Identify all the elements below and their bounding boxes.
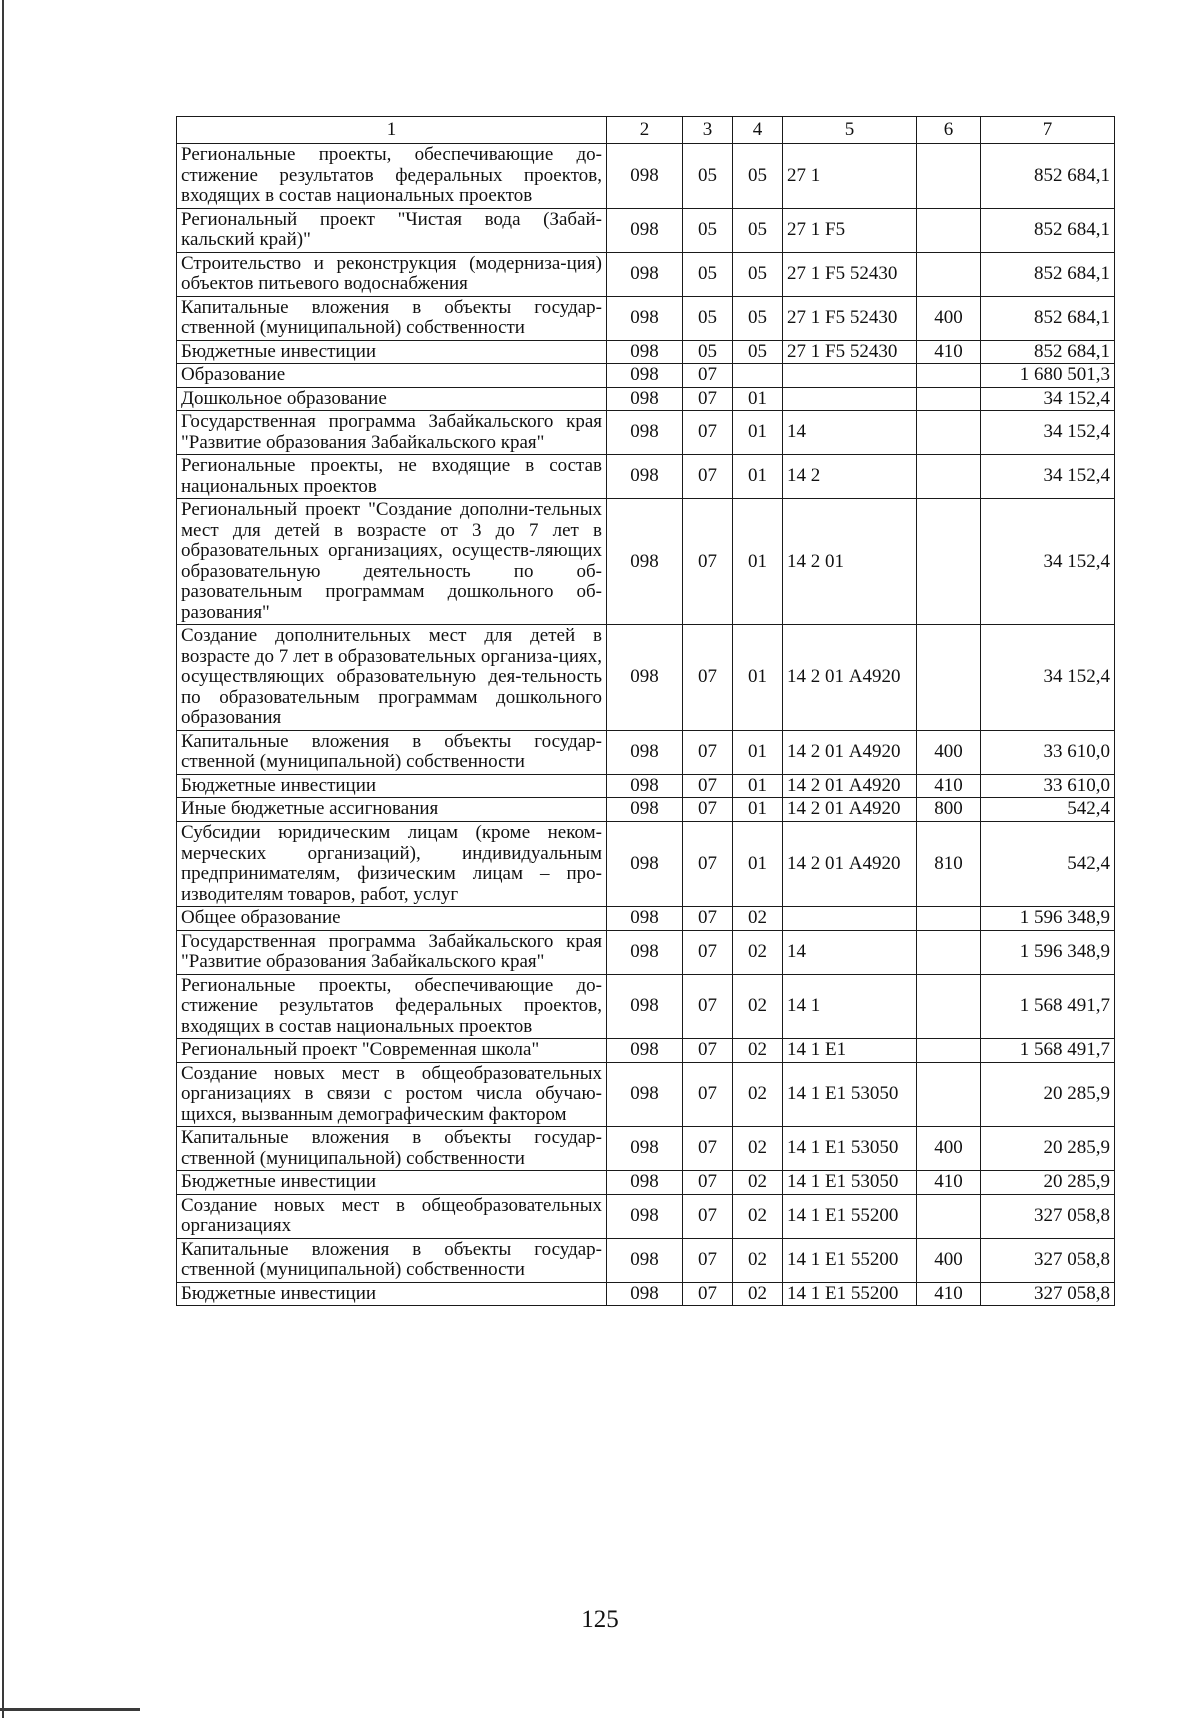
- table-row: [177, 1171, 1115, 1195]
- table-row: [177, 974, 1115, 1039]
- col3-cell: 07: [683, 930, 733, 974]
- col6-cell: [917, 930, 981, 974]
- header-cell: 1: [177, 117, 607, 144]
- table-row: [177, 821, 1115, 906]
- col2-cell: 098: [607, 252, 683, 296]
- col4-cell: 05: [733, 296, 783, 340]
- col6-cell: 400: [917, 1238, 981, 1282]
- col5-cell: 27 1 F5 52430: [783, 296, 917, 340]
- col3-cell: 07: [683, 364, 733, 388]
- col2-cell: 098: [607, 1194, 683, 1238]
- row-name-cell: Создание дополнительных мест для детей в возрасте до 7 лет в образовательных организа-циях, осуществляющих образовательную дея-тельность по образовательным программам дошкольного образования: [177, 625, 607, 731]
- col2-cell: 098: [607, 1238, 683, 1282]
- col3-cell: 07: [683, 499, 733, 625]
- row-name-cell: Региональные проекты, обеспечивающие до-стижение результатов федеральных проектов, входящих в состав национальных проектов: [177, 974, 607, 1039]
- col5-cell: [783, 364, 917, 388]
- col3-cell: 05: [683, 340, 733, 364]
- col2-cell: 098: [607, 1282, 683, 1306]
- row-name-cell: Бюджетные инвестиции: [177, 774, 607, 798]
- col4-cell: 02: [733, 1062, 783, 1127]
- col4-cell: [733, 364, 783, 388]
- table-row: [177, 774, 1115, 798]
- col5-cell: 14 2 01 А4920: [783, 798, 917, 822]
- col2-cell: 098: [607, 340, 683, 364]
- col7-amount-cell: 20 285,9: [981, 1062, 1115, 1127]
- col5-cell: 14: [783, 411, 917, 455]
- col2-cell: 098: [607, 208, 683, 252]
- col6-cell: [917, 387, 981, 411]
- col7-amount-cell: 20 285,9: [981, 1127, 1115, 1171]
- col4-cell: 01: [733, 499, 783, 625]
- col5-cell: 14 2 01 А4920: [783, 730, 917, 774]
- col3-cell: 07: [683, 1039, 733, 1063]
- col5-cell: 14 1 Е1 55200: [783, 1194, 917, 1238]
- col3-cell: 07: [683, 907, 733, 931]
- col2-cell: 098: [607, 821, 683, 906]
- row-name-cell: Капитальные вложения в объекты государ-ственной (муниципальной) собственности: [177, 1238, 607, 1282]
- col2-cell: 098: [607, 907, 683, 931]
- col7-amount-cell: 33 610,0: [981, 730, 1115, 774]
- col5-cell: 14 2 01: [783, 499, 917, 625]
- col2-cell: 098: [607, 1127, 683, 1171]
- col3-cell: 07: [683, 1171, 733, 1195]
- page-number: 125: [581, 1606, 619, 1633]
- row-name-cell: Региональные проекты, обеспечивающие до-стижение результатов федеральных проектов, входящих в состав национальных проектов: [177, 144, 607, 209]
- col4-cell: 02: [733, 1194, 783, 1238]
- col7-amount-cell: 852 684,1: [981, 296, 1115, 340]
- col7-amount-cell: 327 058,8: [981, 1194, 1115, 1238]
- col6-cell: 400: [917, 1127, 981, 1171]
- col5-cell: 14 1 Е1 53050: [783, 1127, 917, 1171]
- col2-cell: 098: [607, 798, 683, 822]
- col3-cell: 05: [683, 296, 733, 340]
- col2-cell: 098: [607, 455, 683, 499]
- col5-cell: [783, 387, 917, 411]
- table-row: [177, 625, 1115, 731]
- col5-cell: 14 1 Е1 55200: [783, 1282, 917, 1306]
- col4-cell: 01: [733, 387, 783, 411]
- col3-cell: 07: [683, 798, 733, 822]
- col4-cell: 05: [733, 340, 783, 364]
- col2-cell: 098: [607, 499, 683, 625]
- col7-amount-cell: 1 568 491,7: [981, 1039, 1115, 1063]
- col5-cell: 14 1 Е1: [783, 1039, 917, 1063]
- col6-cell: [917, 499, 981, 625]
- col4-cell: 05: [733, 252, 783, 296]
- col3-cell: 07: [683, 1238, 733, 1282]
- col7-amount-cell: 542,4: [981, 798, 1115, 822]
- col5-cell: 14 1 Е1 53050: [783, 1171, 917, 1195]
- col3-cell: 07: [683, 774, 733, 798]
- col6-cell: [917, 974, 981, 1039]
- row-name-cell: Строительство и реконструкция (модерниза-ция) объектов питьевого водоснабжения: [177, 252, 607, 296]
- row-name-cell: Бюджетные инвестиции: [177, 1171, 607, 1195]
- table-row: [177, 1238, 1115, 1282]
- table-row: [177, 387, 1115, 411]
- table-row: [177, 144, 1115, 209]
- col2-cell: 098: [607, 411, 683, 455]
- table-row: [177, 411, 1115, 455]
- col5-cell: 14 1 Е1 53050: [783, 1062, 917, 1127]
- col2-cell: 098: [607, 1039, 683, 1063]
- col6-cell: [917, 364, 981, 388]
- col2-cell: 098: [607, 1171, 683, 1195]
- col6-cell: 410: [917, 1171, 981, 1195]
- col3-cell: 07: [683, 1062, 733, 1127]
- col4-cell: 02: [733, 1127, 783, 1171]
- table-row: [177, 252, 1115, 296]
- col7-amount-cell: 34 152,4: [981, 625, 1115, 731]
- table-row: [177, 1039, 1115, 1063]
- col2-cell: 098: [607, 364, 683, 388]
- col4-cell: 02: [733, 1171, 783, 1195]
- col3-cell: 07: [683, 1194, 733, 1238]
- col7-amount-cell: 33 610,0: [981, 774, 1115, 798]
- header-cell: 2: [607, 117, 683, 144]
- col5-cell: 14 1: [783, 974, 917, 1039]
- col6-cell: 400: [917, 730, 981, 774]
- col6-cell: [917, 1194, 981, 1238]
- col3-cell: 07: [683, 455, 733, 499]
- table-row: [177, 296, 1115, 340]
- col4-cell: 05: [733, 144, 783, 209]
- col7-amount-cell: 542,4: [981, 821, 1115, 906]
- col4-cell: 02: [733, 907, 783, 931]
- col7-amount-cell: 327 058,8: [981, 1238, 1115, 1282]
- col7-amount-cell: 327 058,8: [981, 1282, 1115, 1306]
- table-row: [177, 1282, 1115, 1306]
- col6-cell: 410: [917, 774, 981, 798]
- table-row: [177, 455, 1115, 499]
- table-row: [177, 907, 1115, 931]
- col3-cell: 05: [683, 252, 733, 296]
- col4-cell: 01: [733, 730, 783, 774]
- col6-cell: 800: [917, 798, 981, 822]
- row-name-cell: Капитальные вложения в объекты государ-ственной (муниципальной) собственности: [177, 1127, 607, 1171]
- col3-cell: 05: [683, 144, 733, 209]
- table-row: [177, 1194, 1115, 1238]
- col6-cell: [917, 252, 981, 296]
- col5-cell: 27 1: [783, 144, 917, 209]
- col4-cell: 01: [733, 821, 783, 906]
- table-row: [177, 930, 1115, 974]
- col3-cell: 07: [683, 1282, 733, 1306]
- table-row: [177, 208, 1115, 252]
- col2-cell: 098: [607, 730, 683, 774]
- scan-bottom-edge: [0, 1708, 140, 1711]
- col7-amount-cell: 1 596 348,9: [981, 907, 1115, 931]
- scan-left-edge: [2, 0, 4, 1718]
- col7-amount-cell: 1 680 501,3: [981, 364, 1115, 388]
- col2-cell: 098: [607, 296, 683, 340]
- col2-cell: 098: [607, 930, 683, 974]
- col6-cell: [917, 144, 981, 209]
- col7-amount-cell: 852 684,1: [981, 144, 1115, 209]
- col3-cell: 07: [683, 1127, 733, 1171]
- col4-cell: 02: [733, 1039, 783, 1063]
- table-body: [177, 144, 1115, 1306]
- col7-amount-cell: 34 152,4: [981, 455, 1115, 499]
- col7-amount-cell: 34 152,4: [981, 411, 1115, 455]
- col6-cell: 400: [917, 296, 981, 340]
- header-row: [177, 117, 1115, 144]
- col6-cell: [917, 1039, 981, 1063]
- col2-cell: 098: [607, 1062, 683, 1127]
- col4-cell: 02: [733, 930, 783, 974]
- col3-cell: 07: [683, 625, 733, 731]
- row-name-cell: Региональный проект "Современная школа": [177, 1039, 607, 1063]
- header-cell: 6: [917, 117, 981, 144]
- header-cell: 4: [733, 117, 783, 144]
- col7-amount-cell: 852 684,1: [981, 340, 1115, 364]
- header-cell: 3: [683, 117, 733, 144]
- col6-cell: [917, 208, 981, 252]
- col7-amount-cell: 1 596 348,9: [981, 930, 1115, 974]
- col4-cell: 01: [733, 411, 783, 455]
- col4-cell: 01: [733, 798, 783, 822]
- col5-cell: [783, 907, 917, 931]
- col6-cell: 410: [917, 1282, 981, 1306]
- col6-cell: [917, 907, 981, 931]
- budget-table: [176, 116, 1115, 1306]
- col5-cell: 27 1 F5 52430: [783, 252, 917, 296]
- col5-cell: 14 2: [783, 455, 917, 499]
- col4-cell: 01: [733, 625, 783, 731]
- col5-cell: 14 2 01 А4920: [783, 821, 917, 906]
- col7-amount-cell: 852 684,1: [981, 252, 1115, 296]
- col6-cell: [917, 1062, 981, 1127]
- table-row: [177, 499, 1115, 625]
- col3-cell: 07: [683, 730, 733, 774]
- col4-cell: 01: [733, 774, 783, 798]
- col7-amount-cell: 1 568 491,7: [981, 974, 1115, 1039]
- row-name-cell: Иные бюджетные ассигнования: [177, 798, 607, 822]
- row-name-cell: Образование: [177, 364, 607, 388]
- row-name-cell: Региональный проект "Создание дополни-тельных мест для детей в возрасте от 3 до 7 лет в образовательных организациях, осуществ-ляющих образовательную деятельность по об-разовательным программам дошкольного об-разования": [177, 499, 607, 625]
- row-name-cell: Капитальные вложения в объекты государ-ственной (муниципальной) собственности: [177, 730, 607, 774]
- col2-cell: 098: [607, 625, 683, 731]
- col5-cell: 27 1 F5: [783, 208, 917, 252]
- col2-cell: 098: [607, 144, 683, 209]
- col7-amount-cell: 20 285,9: [981, 1171, 1115, 1195]
- col4-cell: 01: [733, 455, 783, 499]
- table-row: [177, 798, 1115, 822]
- col5-cell: 27 1 F5 52430: [783, 340, 917, 364]
- table-row: [177, 1127, 1115, 1171]
- col4-cell: 05: [733, 208, 783, 252]
- row-name-cell: Государственная программа Забайкальского края "Развитие образования Забайкальского края": [177, 411, 607, 455]
- table-row: [177, 1062, 1115, 1127]
- row-name-cell: Субсидии юридическим лицам (кроме неком-мерческих организаций), индивидуальным предпринимателям, физическим лицам – про-изводителям товаров, работ, услуг: [177, 821, 607, 906]
- col3-cell: 07: [683, 821, 733, 906]
- col3-cell: 07: [683, 974, 733, 1039]
- col7-amount-cell: 34 152,4: [981, 499, 1115, 625]
- col7-amount-cell: 34 152,4: [981, 387, 1115, 411]
- col3-cell: 07: [683, 411, 733, 455]
- col6-cell: 410: [917, 340, 981, 364]
- row-name-cell: Бюджетные инвестиции: [177, 340, 607, 364]
- table-row: [177, 364, 1115, 388]
- col2-cell: 098: [607, 387, 683, 411]
- col3-cell: 05: [683, 208, 733, 252]
- row-name-cell: Дошкольное образование: [177, 387, 607, 411]
- col4-cell: 02: [733, 1238, 783, 1282]
- header-cell: 5: [783, 117, 917, 144]
- col2-cell: 098: [607, 774, 683, 798]
- col6-cell: [917, 455, 981, 499]
- col6-cell: 810: [917, 821, 981, 906]
- row-name-cell: Государственная программа Забайкальского края "Развитие образования Забайкальского края": [177, 930, 607, 974]
- col6-cell: [917, 625, 981, 731]
- col3-cell: 07: [683, 387, 733, 411]
- row-name-cell: Региональный проект "Чистая вода (Забай-кальский край)": [177, 208, 607, 252]
- row-name-cell: Региональные проекты, не входящие в состав национальных проектов: [177, 455, 607, 499]
- col2-cell: 098: [607, 974, 683, 1039]
- col5-cell: 14 1 Е1 55200: [783, 1238, 917, 1282]
- col5-cell: 14 2 01 А4920: [783, 625, 917, 731]
- col5-cell: 14: [783, 930, 917, 974]
- row-name-cell: Общее образование: [177, 907, 607, 931]
- col5-cell: 14 2 01 А4920: [783, 774, 917, 798]
- table-row: [177, 730, 1115, 774]
- col6-cell: [917, 411, 981, 455]
- table-row: [177, 340, 1115, 364]
- header-cell: 7: [981, 117, 1115, 144]
- row-name-cell: Капитальные вложения в объекты государ-ственной (муниципальной) собственности: [177, 296, 607, 340]
- col7-amount-cell: 852 684,1: [981, 208, 1115, 252]
- row-name-cell: Создание новых мест в общеобразовательных организациях в связи с ростом числа обучаю-щихся, вызванным демографическим фактором: [177, 1062, 607, 1127]
- row-name-cell: Создание новых мест в общеобразовательных организациях: [177, 1194, 607, 1238]
- row-name-cell: Бюджетные инвестиции: [177, 1282, 607, 1306]
- col4-cell: 02: [733, 1282, 783, 1306]
- col4-cell: 02: [733, 974, 783, 1039]
